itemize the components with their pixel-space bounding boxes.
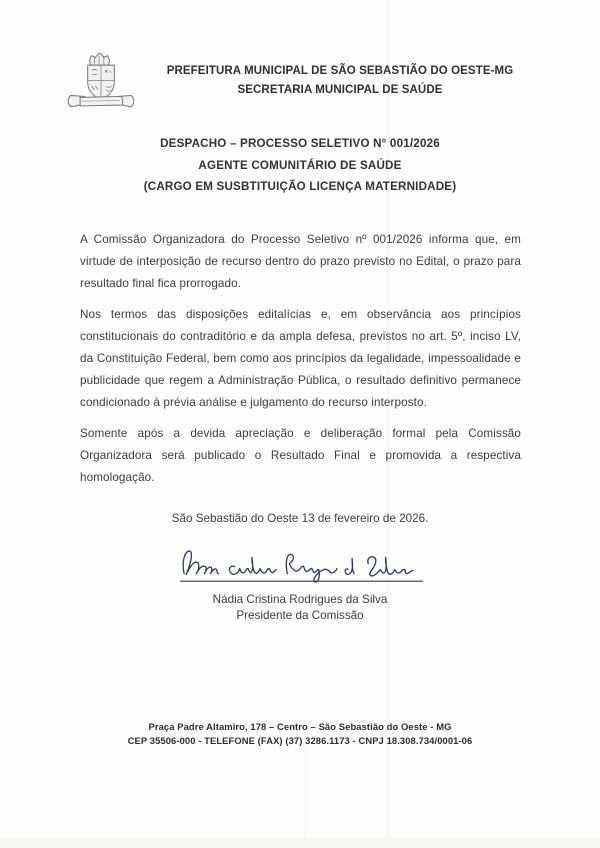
body-paragraph: Nos termos das disposições editalícias e, em observância aos princípios constitucionais do contraditório e da ampla defesa, previstos no art. 5º, inciso LV, da Constituição Federal, bem como aos princípios da legalidade, impessoalidade e publicidade que regem a Administração Pública, o resultado definitivo permanece condicionado à prévia análise e julgamento do recurso interposto. — [80, 308, 521, 409]
footer-contact: CEP 35506-000 - TELEFONE (FAX) (37) 3286.1173 - CNPJ 18.308.734/0001-06 — [127, 735, 473, 746]
date-line: São Sebastião do Oeste 13 de fevereiro de 2026. — [171, 512, 429, 525]
title-line-1: DESPACHO – PROCESSO SELETIVO N° 001/2026 — [160, 137, 440, 150]
document-title — [0, 133, 600, 198]
scan-artifact-line — [305, 740, 306, 848]
letterhead — [0, 46, 600, 116]
document-footer — [0, 720, 600, 748]
letterhead-line-2: SECRETARIA MUNICIPAL DE SAÚDE — [237, 84, 443, 96]
letterhead-line-1: PREFEITURA MUNICIPAL DE SÃO SEBASTIÃO DO OESTE-MG — [166, 65, 514, 77]
document-body — [80, 229, 521, 498]
body-paragraph: A Comissão Organizadora do Processo Seletivo nº 001/2026 informa que, em virtude de interposição de recurso dentro do prazo previsto no Edital, o prazo para resultado final fica prorrogado. — [80, 233, 521, 290]
title-line-2: AGENTE COMUNITÁRIO DE SAÚDE — [198, 158, 402, 172]
footer-address: Praça Padre Altamiro, 178 – Centro – São Sebastião do Oeste - MG — [148, 721, 452, 732]
handwritten-signature — [178, 542, 426, 586]
title-line-3: (CARGO EM SUSBTITUIÇÃO LICENÇA MATERNIDADE) — [143, 180, 457, 193]
signatory-name: Nádia Cristina Rodrigues da Silva — [212, 593, 388, 606]
signatory-role: Presidente da Comissão — [236, 608, 364, 622]
body-paragraph: Somente após a devida apreciação e deliberação formal pela Comissão Organizadora será publicado o Resultado Final e promovida a respectiva homologação. — [80, 427, 521, 484]
signatory-block — [0, 592, 600, 623]
scan-artifact-edge — [0, 838, 600, 848]
municipal-coat-of-arms-logo — [63, 48, 139, 114]
